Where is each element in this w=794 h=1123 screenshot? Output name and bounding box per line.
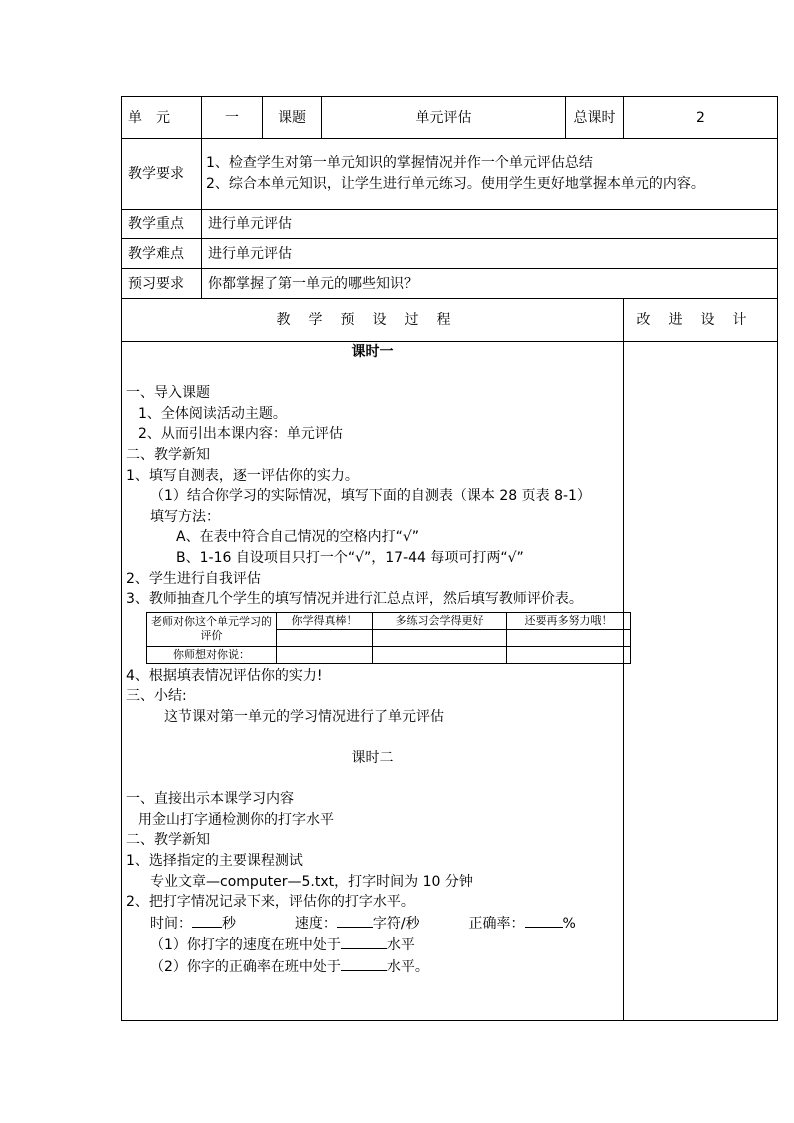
teacher-eval-table xyxy=(146,612,631,664)
process-header-row xyxy=(122,299,778,342)
lesson1-line: A、在表中符合自己情况的空格内打“√” xyxy=(176,529,420,546)
key-point-value: 进行单元评估 xyxy=(202,210,778,239)
lesson1-line: 2、从而引出本课内容：单元评估 xyxy=(138,426,343,443)
process-header-right: 改进设计 xyxy=(624,299,778,342)
eval-comment-cell[interactable] xyxy=(373,646,507,663)
preview-label: 预习要求 xyxy=(122,269,202,299)
typing-stats-line xyxy=(126,913,619,935)
lesson2-line: 二、教学新知 xyxy=(126,832,210,849)
eval-col-practice: 多练习会学得更好 xyxy=(373,612,507,629)
lesson2-title: 课时二 xyxy=(351,750,394,767)
requirements-row xyxy=(122,139,778,210)
lesson1-line: 3、教师抽查几个学生的填写情况并进行汇总点评，然后填写教师评价表。 xyxy=(126,591,583,608)
time-label: 时间： xyxy=(150,915,192,932)
eval-col-great: 你学得真棒！ xyxy=(277,612,373,629)
process-header-left: 教学预设过程 xyxy=(122,299,624,342)
lesson2-line: 用金山打字通检测你的打字水平 xyxy=(138,811,334,828)
accuracy-blank[interactable] xyxy=(525,913,563,928)
lesson-plan-page xyxy=(121,96,777,1021)
eval-cell-effort[interactable] xyxy=(507,629,631,646)
eval-cell-practice[interactable] xyxy=(373,629,507,646)
lesson1-line: 2、学生进行自我评估 xyxy=(126,570,261,587)
unit-value: 一 xyxy=(202,97,263,139)
lesson1-line: （1）结合你学习的实际情况，填写下面的自测表（课本 28 页表 8-1） xyxy=(150,488,591,505)
eval-cell-great[interactable] xyxy=(277,629,373,646)
lesson1-after-line: 三、小结: xyxy=(126,688,187,705)
eval-comment-cell[interactable] xyxy=(507,646,631,663)
speed-unit: 字符/秒 xyxy=(372,915,420,932)
requirement-line: 1、检查学生对第一单元知识的掌握情况并作一个单元评估总结 xyxy=(206,155,593,172)
lesson2-line: 1、选择指定的主要课程测试 xyxy=(126,853,303,870)
accuracy-rank-line: （2）你字的正确率在班中处于 水平。 xyxy=(126,956,619,978)
speed-rank-blank[interactable] xyxy=(341,934,387,949)
time-blank[interactable] xyxy=(192,913,222,928)
improvement-column[interactable] xyxy=(624,342,778,1021)
lesson1-line: 一、导入课题 xyxy=(126,385,210,402)
accuracy-rank-blank[interactable] xyxy=(341,956,387,971)
requirements-label: 教学要求 xyxy=(122,139,202,210)
eval-comment-cell[interactable] xyxy=(277,646,373,663)
lesson1-summary: 这节课对第一单元的学习情况进行了单元评估 xyxy=(164,708,444,725)
lesson1-title: 课时一 xyxy=(351,344,394,360)
key-point-label: 教学重点 xyxy=(122,210,202,239)
lesson2-line: 一、直接出示本课学习内容 xyxy=(126,791,294,808)
requirement-line: 2、综合本单元知识，让学生进行单元练习。使用学生更好地掌握本单元的内容。 xyxy=(206,176,705,192)
difficulty-row xyxy=(122,239,778,269)
lesson1-line: B、1-16 自设项目只打一个“√”，17-44 每项可打两“√” xyxy=(176,549,524,566)
difficulty-label: 教学难点 xyxy=(122,239,202,269)
accuracy-label: 正确率： xyxy=(468,915,525,932)
preview-row xyxy=(122,269,778,299)
lesson1-line: 1、全体阅读活动主题。 xyxy=(138,405,287,422)
speed-label: 速度： xyxy=(294,915,337,932)
time-unit: 秒 xyxy=(222,915,236,932)
process-body-row xyxy=(122,342,778,1021)
lesson1-line: 1、填写自测表，逐一评估你的实力。 xyxy=(126,467,359,484)
speed-rank-line: （1）你打字的速度在班中处于 水平 xyxy=(126,934,619,956)
accuracy-unit: % xyxy=(562,915,576,932)
lesson2-line: 专业文章—computer—5.txt，打字时间为 10 分钟 xyxy=(150,873,473,890)
lesson2-line: 2、把打字情况记录下来，评估你的打字水平。 xyxy=(126,894,415,911)
topic-value: 单元评估 xyxy=(322,97,566,139)
preview-value: 你都掌握了第一单元的哪些知识？ xyxy=(202,269,778,299)
topic-label: 课题 xyxy=(263,97,322,139)
eval-row-label: 老师对你这个单元学习的评价 xyxy=(147,612,277,646)
lesson1-line: 填写方法： xyxy=(150,508,220,525)
lesson-plan-table xyxy=(121,96,778,1021)
lesson1-after-line: 4、根据填表情况评估你的实力! xyxy=(126,667,323,684)
speed-blank[interactable] xyxy=(337,913,373,928)
hours-value: 2 xyxy=(624,97,778,139)
unit-label: 单 元 xyxy=(122,97,202,139)
process-content xyxy=(122,342,624,1021)
eval-col-effort: 还要再多努力哦！ xyxy=(507,612,631,629)
difficulty-value: 进行单元评估 xyxy=(202,239,778,269)
lesson1-line: 二、教学新知 xyxy=(126,446,210,463)
header-row xyxy=(122,97,778,139)
requirements-content xyxy=(202,139,778,210)
key-point-row xyxy=(122,210,778,239)
hours-label: 总课时 xyxy=(566,97,624,139)
eval-comment-label: 你师想对你说： xyxy=(147,646,277,663)
